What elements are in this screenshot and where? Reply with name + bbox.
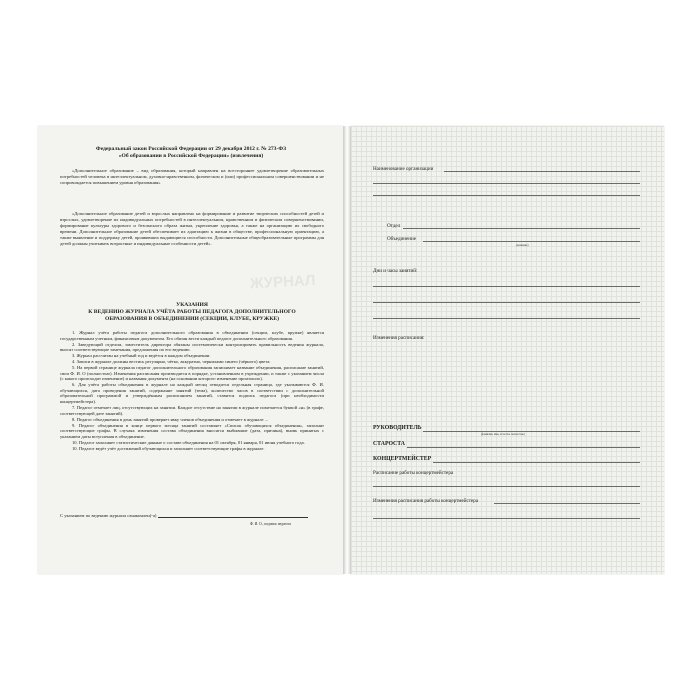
concertmaster-label: КОНЦЕРТМЕЙСТЕР: [373, 456, 432, 462]
concert-schedule-label: Расписание работы концертмейстера: [373, 470, 454, 476]
dept-label: Отдел: [387, 223, 401, 229]
instructions-heading-line1: УКАЗАНИЯ: [176, 302, 208, 308]
assoc-label: Объединение: [387, 236, 416, 242]
assoc-caption: (название): [516, 244, 529, 247]
concert-schedule-line-1[interactable]: [373, 486, 640, 487]
concert-changes-label: Изменения расписания работы концертмейстера: [373, 498, 479, 504]
left-page: [38, 126, 343, 574]
law-title-line2: «Об образовании в Российской Федерации» (извлечения): [118, 153, 264, 159]
acknowledgement-signature-line[interactable]: [158, 517, 308, 518]
instructions-heading-line3: ОБРАЗОВАНИЯ В ОБЪЕДИНЕНИИ (СЕКЦИИ, КЛУБЕ, КРУЖКЕ): [105, 316, 279, 322]
instruction-item: 8. Педагог объединения в день занятий проверяет явку членов объединения и отмечает в журнале ...: [72, 416, 269, 422]
concert-changes-line-2[interactable]: [373, 518, 640, 519]
instruction-item: 2. Заведующий отделом, заместитель директора обязаны систематически контролировать правильность ведения журнала, вносят соответствующие замечания, предложения по его ведению.: [60, 341, 324, 353]
acknowledgement-row: [60, 513, 324, 518]
instruction-item: 3. Журнал рассчитан на учебный год и ведётся в каждом объединении.: [72, 353, 211, 359]
journal-watermark: ЖУРНАЛ: [249, 271, 316, 293]
leader-field-line[interactable]: [423, 431, 640, 432]
law-title-line1: Федеральный закон Российской Федерации от 29 декабря 2012 г. № 273-ФЗ: [95, 146, 287, 152]
concert-changes-line[interactable]: [494, 503, 640, 504]
instruction-item: 6. Для учёта работы объединения в журнале на каждый месяц отводится отдельная страница, где указываются Ф. И. обучающихся, дата проведения занятий, содержание занятий (тема), количество часов в соответствии с дополнительной образовательной программой и утверждённым расписанием занятий, ставится подпись педагога (при необходимости концертмейстера).: [60, 382, 324, 405]
starosta-label: СТАРОСТА: [373, 441, 405, 447]
instruction-item: 10. Педагог заполняет статистические данные о составе объединения на 01 октября, 01 января, 01 июня учебного года.: [72, 439, 305, 445]
instructions-heading-line2: К ВЕДЕНИЮ ЖУРНАЛА УЧЁТА РАБОТЫ ПЕДАГОГА ДОПОЛНИТЕЛЬНОГО: [88, 309, 296, 315]
org-label: Наименование организации: [373, 166, 434, 172]
purpose-paragraph: «Дополнительное образование детей и взрослых направлено на формирование и развитие творческих способностей детей и взрослых, удовлетворение их индивидуальных потребностей в интеллектуальном, нравственном и физическом совершенствовании, формирование культуры здорового и безопасного образа жизни, укрепление здоровья, а также на организацию их свободного времени. Дополнительное образование детей обеспечивает их адаптацию к жизни в обществе, профессиональную ориентацию, а также выявление и поддержку детей, проявивших выдающиеся способности. Дополнительные общеобразовательные программы для детей должны учитывать возрастные и индивидуальные особенности детей».: [60, 211, 324, 246]
instruction-item: 7. Педагог отмечает лиц, отсутствующих на занятии. Каждое отсутствие на занятии в журнале помечается буквой «н» (в графе, соответствующей дате занятий).: [60, 405, 324, 416]
schedule-changes-label: Изменения расписания:: [373, 335, 425, 341]
days-label: Дни и часы занятий:: [373, 268, 418, 274]
org-field-line-3[interactable]: [373, 195, 640, 196]
acknowledgement-label: С указанием по ведению журнала ознакомлен(-а): [60, 513, 157, 518]
instruction-item: 9. Педагог объединения в конце первого месяца занятий составляет «Список обучающихся объединения», заполнят соответствующие графы. В случаях изменения состава объединения вносятся выбывшие (дата, причина), вновь принятых с указанием даты вступления в объединение.: [60, 422, 324, 439]
acknowledgement-caption: Ф. И. О., подпись педагога: [250, 522, 291, 526]
starosta-field-line[interactable]: [407, 447, 640, 448]
book-gutter: [343, 126, 351, 574]
days-line-1[interactable]: [373, 286, 640, 287]
days-line-3[interactable]: [373, 318, 640, 319]
org-field-line-2[interactable]: [373, 183, 640, 184]
assoc-field-line[interactable]: [423, 241, 640, 242]
leader-label: РУКОВОДИТЕЛЬ: [373, 425, 422, 431]
right-page: [351, 126, 664, 574]
instruction-item: 4. Записи в журнале должны вестись регулярно, чётко, аккуратно, чернилами синего (чёрного) цвета.: [72, 359, 271, 365]
concertmaster-field-line[interactable]: [433, 462, 640, 463]
leader-caption: (фамилия, имя, отчество полностью): [481, 433, 525, 436]
instruction-item: 5. На первой странице журнала педагог дополнительного образования записывает название объединения, расписание занятий, свои Ф. И. О (полностью). Изменения расписания производятся в порядке, установленном в учреждении, и также с указанием числа (с какого происходит изменение) и названия документа (на основании которого изменение произошло).: [60, 365, 324, 382]
law-title: [60, 146, 322, 160]
dept-field-line[interactable]: [403, 228, 640, 229]
instructions-heading: [60, 302, 324, 323]
journal-spread: [38, 126, 664, 574]
org-field-line[interactable]: [444, 171, 640, 172]
days-line-2[interactable]: [373, 302, 640, 303]
instruction-item: 10. Педагог ведёт учёт достижений обучающихся и заполняет соответствующие графы в журнале.: [72, 445, 265, 451]
definition-paragraph: «Дополнительное образование – вид образования, который направлен на всестороннее удовлетворение образовательных потребностей человека в интеллектуальном, духовно-нравственном, физическом и (или) профессиональном совершенствовании и не сопровождается повышением уровня образования»: [60, 168, 324, 185]
instructions-list: [60, 330, 324, 452]
instruction-item: 1. Журнал учёта работы педагога дополнительного образования в объединении (секции, клубе, кружке) является государственным учетным, финансовым документом. Его обязан вести каждый педагог дополнительного образования.: [60, 330, 324, 341]
